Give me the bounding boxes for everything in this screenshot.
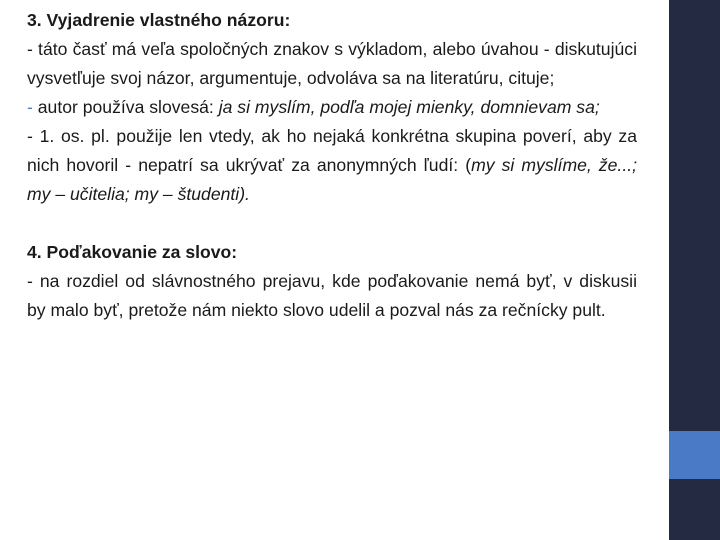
section-3-item-3 xyxy=(27,122,637,209)
slide-content xyxy=(27,6,637,325)
decorative-accent-block xyxy=(669,431,720,479)
section-3 xyxy=(27,6,637,209)
section-3-item-2-lead: autor používa slovesá: xyxy=(32,97,219,117)
section-3-heading: 3. Vyjadrenie vlastného názoru: xyxy=(27,10,291,30)
bullet-dash: - xyxy=(27,97,33,117)
section-3-item-3-examples: my si myslíme, že...; my – učitelia; my – študenti). xyxy=(27,155,637,204)
section-4 xyxy=(27,238,637,325)
section-3-item-2 xyxy=(27,93,637,122)
section-3-item-1: - táto časť má veľa spoločných znakov s výkladom, alebo úvahou - diskutujúci vysvetľuje svoj názor, argumentuje, odvoláva sa na literatúru, cituje; xyxy=(27,39,637,88)
section-4-item-1: - na rozdiel od slávnostného prejavu, kde poďakovanie nemá byť, v diskusii by malo byť, pretože nám niekto slovo udelil a pozval nás za rečnícky pult. xyxy=(27,271,637,320)
section-3-item-3-lead: - 1. os. pl. použije len vtedy, ak ho nejaká konkrétna skupina poverí, aby za nich hovoril - nepatrí sa ukrývať za anonymných ľudí: ( xyxy=(27,126,637,175)
section-4-heading: 4. Poďakovanie za slovo: xyxy=(27,242,238,262)
section-3-item-2-examples: ja si myslím, podľa mojej mienky, domnievam sa; xyxy=(218,97,600,117)
